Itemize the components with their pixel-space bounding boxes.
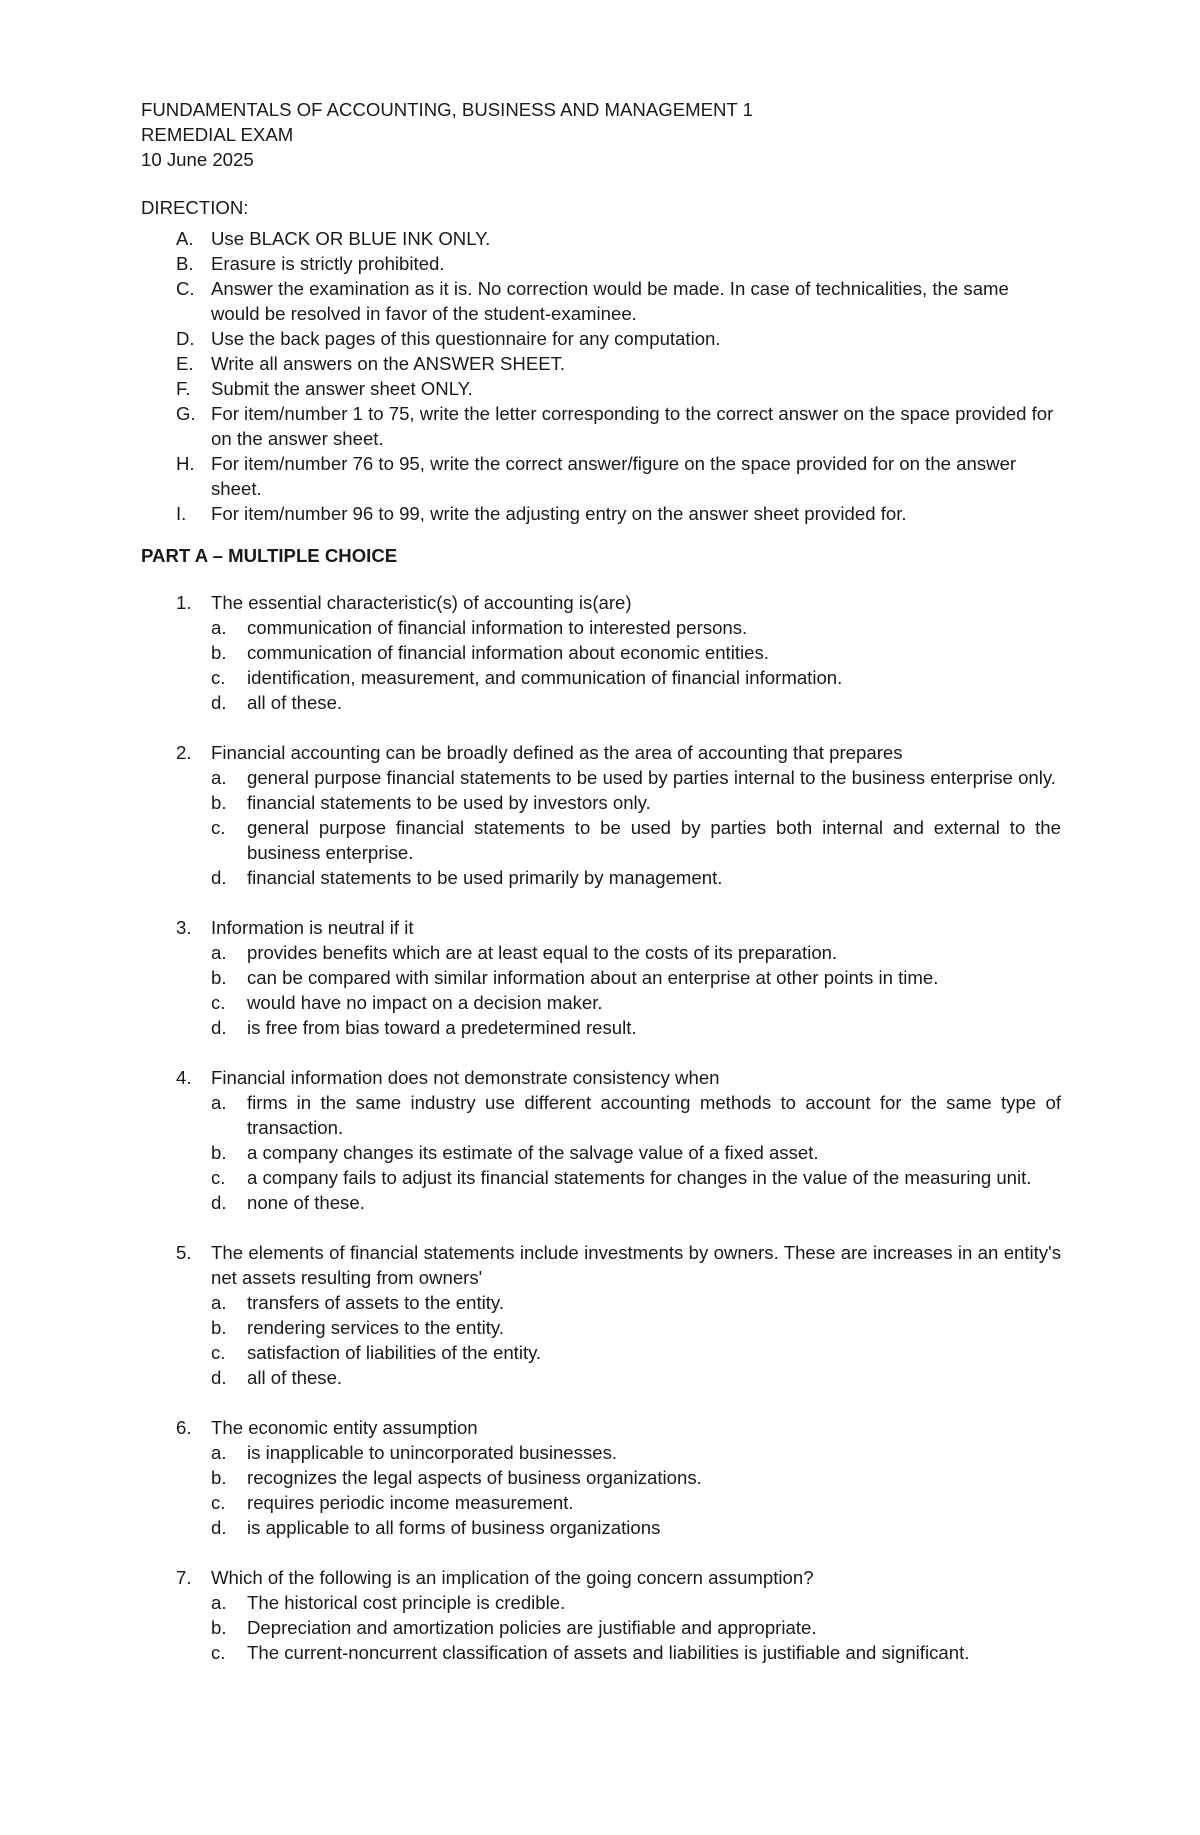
option-item [211, 815, 1061, 865]
option-item [211, 1090, 1061, 1140]
direction-letter: F. [176, 378, 191, 399]
direction-item [141, 276, 1061, 326]
direction-text: Erasure is strictly prohibited. [211, 253, 445, 274]
direction-letter: C. [176, 278, 195, 299]
option-text: is applicable to all forms of business organizations [247, 1517, 661, 1538]
option-letter: b. [211, 1142, 227, 1163]
option-letter: c. [211, 1642, 226, 1663]
option-item [211, 1615, 1061, 1640]
option-list [211, 1090, 1061, 1215]
option-list [211, 1440, 1061, 1540]
exam-page [141, 97, 1061, 1690]
direction-text: Submit the answer sheet ONLY. [211, 378, 473, 399]
option-item [211, 1365, 1061, 1390]
direction-letter: B. [176, 253, 194, 274]
option-letter: d. [211, 1367, 227, 1388]
option-item [211, 665, 1061, 690]
option-list [211, 765, 1061, 890]
question-5 [141, 1240, 1061, 1390]
option-item [211, 1640, 1061, 1665]
option-letter: c. [211, 1492, 226, 1513]
option-text: financial statements to be used primarily by management. [247, 867, 723, 888]
option-item [211, 1440, 1061, 1465]
question-stem: Financial information does not demonstrate consistency when [211, 1067, 720, 1088]
option-text: would have no impact on a decision maker. [247, 992, 603, 1013]
option-text: transfers of assets to the entity. [247, 1292, 504, 1313]
direction-text: For item/number 76 to 95, write the correct answer/figure on the space provided for on the answer sheet. [211, 453, 1017, 499]
option-letter: d. [211, 1517, 227, 1538]
part-a-title: PART A – MULTIPLE CHOICE [141, 545, 398, 566]
question-stem: Information is neutral if it [211, 917, 414, 938]
question-1 [141, 590, 1061, 715]
direction-text: Write all answers on the ANSWER SHEET. [211, 353, 566, 374]
question-number: 7. [176, 1567, 192, 1588]
option-text: all of these. [247, 1367, 343, 1388]
option-list [211, 615, 1061, 715]
direction-item [141, 326, 1061, 351]
option-letter: b. [211, 1467, 227, 1488]
option-item [211, 640, 1061, 665]
option-letter: c. [211, 1342, 226, 1363]
option-text: firms in the same industry use different accounting methods to account for the same type of transaction. [247, 1092, 1061, 1138]
question-number: 1. [176, 592, 192, 613]
option-item [211, 615, 1061, 640]
option-item [211, 1015, 1061, 1040]
option-letter: d. [211, 867, 227, 888]
option-text: general purpose financial statements to be used by parties both internal and external to the business enterprise. [247, 817, 1061, 863]
direction-item [141, 401, 1061, 451]
question-list [141, 590, 1061, 1665]
option-text: rendering services to the entity. [247, 1317, 504, 1338]
option-list [211, 940, 1061, 1040]
direction-text: Use BLACK OR BLUE INK ONLY. [211, 228, 491, 249]
option-letter: b. [211, 642, 227, 663]
direction-text: For item/number 1 to 75, write the letter corresponding to the correct answer on the space provided for on the answer sheet. [211, 403, 1054, 449]
option-item [211, 1190, 1061, 1215]
option-letter: c. [211, 817, 226, 838]
option-letter: b. [211, 1617, 227, 1638]
option-item [211, 790, 1061, 815]
option-letter: d. [211, 1017, 227, 1038]
question-number: 4. [176, 1067, 192, 1088]
direction-item [141, 251, 1061, 276]
option-letter: c. [211, 667, 226, 688]
option-item [211, 1140, 1061, 1165]
option-item [211, 1590, 1061, 1615]
question-3 [141, 915, 1061, 1040]
option-letter: b. [211, 1317, 227, 1338]
exam-header [141, 97, 1061, 172]
option-letter: c. [211, 1167, 226, 1188]
option-letter: c. [211, 992, 226, 1013]
option-item [211, 865, 1061, 890]
option-item [211, 1465, 1061, 1490]
option-item [211, 1165, 1061, 1190]
option-text: identification, measurement, and communication of financial information. [247, 667, 843, 688]
question-number: 3. [176, 917, 192, 938]
option-letter: d. [211, 1192, 227, 1213]
option-list [211, 1590, 1061, 1665]
question-6 [141, 1415, 1061, 1540]
option-item [211, 1340, 1061, 1365]
direction-letter: D. [176, 328, 195, 349]
direction-letter: E. [176, 353, 194, 374]
option-text: is free from bias toward a predetermined result. [247, 1017, 637, 1038]
option-item [211, 1290, 1061, 1315]
direction-item [141, 351, 1061, 376]
option-letter: a. [211, 1092, 227, 1113]
option-letter: a. [211, 617, 227, 638]
direction-label: DIRECTION: [141, 197, 249, 218]
direction-letter: A. [176, 228, 194, 249]
direction-item [141, 451, 1061, 501]
option-letter: b. [211, 792, 227, 813]
option-text: communication of financial information about economic entities. [247, 642, 769, 663]
direction-item [141, 501, 1061, 526]
question-stem: The elements of financial statements include investments by owners. These are increases in an entity's net assets resulting from owners' [211, 1242, 1061, 1288]
option-letter: a. [211, 1292, 227, 1313]
option-text: a company fails to adjust its financial statements for changes in the value of the measuring unit. [247, 1167, 1032, 1188]
option-letter: a. [211, 1592, 227, 1613]
option-text: a company changes its estimate of the salvage value of a fixed asset. [247, 1142, 819, 1163]
option-item [211, 1315, 1061, 1340]
direction-text: Answer the examination as it is. No correction would be made. In case of technicalities, the same would be resolved in favor of the student-examinee. [211, 278, 1009, 324]
option-text: The historical cost principle is credible. [247, 1592, 566, 1613]
question-7 [141, 1565, 1061, 1665]
option-item [211, 940, 1061, 965]
direction-list [141, 226, 1061, 526]
question-4 [141, 1065, 1061, 1215]
question-2 [141, 740, 1061, 890]
direction-item [141, 376, 1061, 401]
direction-letter: H. [176, 453, 195, 474]
option-item [211, 1490, 1061, 1515]
option-text: none of these. [247, 1192, 365, 1213]
option-letter: d. [211, 692, 227, 713]
question-number: 2. [176, 742, 192, 763]
option-text: provides benefits which are at least equal to the costs of its preparation. [247, 942, 838, 963]
option-letter: a. [211, 942, 227, 963]
direction-item [141, 226, 1061, 251]
option-text: communication of financial information to interested persons. [247, 617, 748, 638]
option-text: is inapplicable to unincorporated businesses. [247, 1442, 618, 1463]
question-number: 5. [176, 1242, 192, 1263]
option-text: satisfaction of liabilities of the entity. [247, 1342, 542, 1363]
question-number: 6. [176, 1417, 192, 1438]
option-letter: a. [211, 1442, 227, 1463]
question-stem: Which of the following is an implication of the going concern assumption? [211, 1567, 814, 1588]
option-item [211, 690, 1061, 715]
option-text: requires periodic income measurement. [247, 1492, 574, 1513]
option-text: can be compared with similar information about an enterprise at other points in time. [247, 967, 939, 988]
option-text: financial statements to be used by investors only. [247, 792, 651, 813]
option-text: Depreciation and amortization policies are justifiable and appropriate. [247, 1617, 817, 1638]
option-list [211, 1290, 1061, 1390]
direction-letter: I. [176, 503, 187, 524]
exam-type: REMEDIAL EXAM [141, 124, 294, 145]
direction-text: For item/number 96 to 99, write the adjusting entry on the answer sheet provided for. [211, 503, 907, 524]
option-item [211, 990, 1061, 1015]
option-text: recognizes the legal aspects of business organizations. [247, 1467, 702, 1488]
option-item [211, 965, 1061, 990]
option-letter: b. [211, 967, 227, 988]
course-title: FUNDAMENTALS OF ACCOUNTING, BUSINESS AND MANAGEMENT 1 [141, 99, 753, 120]
option-letter: a. [211, 767, 227, 788]
direction-text: Use the back pages of this questionnaire for any computation. [211, 328, 721, 349]
question-stem: The economic entity assumption [211, 1417, 478, 1438]
exam-date: 10 June 2025 [141, 149, 254, 170]
question-stem: Financial accounting can be broadly defined as the area of accounting that prepares [211, 742, 903, 763]
option-text: general purpose financial statements to be used by parties internal to the business enterprise only. [247, 767, 1056, 788]
option-text: The current-noncurrent classification of assets and liabilities is justifiable and significant. [247, 1642, 970, 1663]
option-text: all of these. [247, 692, 343, 713]
question-stem: The essential characteristic(s) of accounting is(are) [211, 592, 632, 613]
direction-letter: G. [176, 403, 196, 424]
option-item [211, 765, 1061, 790]
option-item [211, 1515, 1061, 1540]
